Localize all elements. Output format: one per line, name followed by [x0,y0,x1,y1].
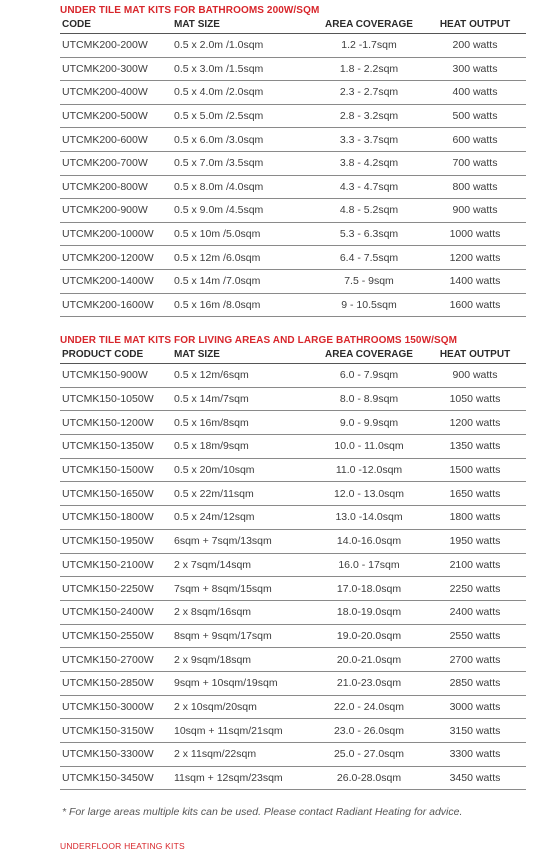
mat-size-cell: 2 x 8sqm/16sqm [172,600,314,624]
mat-size-cell: 0.5 x 14m /7.0sqm [172,269,314,293]
area-coverage-cell: 6.0 - 7.9sqm [314,364,424,388]
product-code-cell: UTCMK150-2100W [60,553,172,577]
table-row [60,529,526,553]
table-row [60,151,526,175]
table-row [60,553,526,577]
mat-size-cell: 0.5 x 2.0m /1.0sqm [172,34,314,58]
heat-output-cell: 1400 watts [424,269,526,293]
table-row [60,81,526,105]
living-area-kits-table [60,348,526,790]
footnote: * For large areas multiple kits can be used. Please contact Radiant Heating for advice. [62,806,463,818]
heat-output-cell: 3450 watts [424,766,526,790]
bathroom-kits-body [60,34,526,317]
mat-size-cell: 0.5 x 8.0m /4.0sqm [172,175,314,199]
area-coverage-cell: 1.2 -1.7sqm [314,34,424,58]
mat-size-cell: 0.5 x 4.0m /2.0sqm [172,81,314,105]
product-code-cell: UTCMK150-1500W [60,458,172,482]
heat-output-cell: 1200 watts [424,411,526,435]
mat-size-cell: 0.5 x 10m /5.0sqm [172,222,314,246]
product-code-cell: UTCMK150-2250W [60,577,172,601]
table-row [60,411,526,435]
page-footer-label: UNDERFLOOR HEATING KITS [60,841,185,851]
area-coverage-cell: 9 - 10.5sqm [314,293,424,317]
column-header-heat-output: HEAT OUTPUT [424,348,526,364]
product-code-cell: UTCMK200-900W [60,199,172,223]
mat-size-cell: 11sqm + 12sqm/23sqm [172,766,314,790]
area-coverage-cell: 23.0 - 26.0sqm [314,719,424,743]
mat-size-cell: 0.5 x 3.0m /1.5sqm [172,57,314,81]
mat-size-cell: 2 x 11sqm/22sqm [172,743,314,767]
heat-output-cell: 1500 watts [424,458,526,482]
mat-size-cell: 2 x 7sqm/14sqm [172,553,314,577]
product-code-cell: UTCMK150-900W [60,364,172,388]
product-code-cell: UTCMK200-300W [60,57,172,81]
table-row [60,695,526,719]
heat-output-cell: 1200 watts [424,246,526,270]
heat-output-cell: 1600 watts [424,293,526,317]
table-row [60,435,526,459]
area-coverage-cell: 18.0-19.0sqm [314,600,424,624]
product-code-cell: UTCMK200-600W [60,128,172,152]
table-row [60,199,526,223]
mat-size-cell: 0.5 x 9.0m /4.5sqm [172,199,314,223]
bathroom-kits-section [60,4,522,317]
bathroom-kits-title: UNDER TILE MAT KITS FOR BATHROOMS 200W/SQM [60,5,320,16]
product-code-cell: UTCMK150-3150W [60,719,172,743]
mat-size-cell: 0.5 x 12m /6.0sqm [172,246,314,270]
area-coverage-cell: 19.0-20.0sqm [314,624,424,648]
column-header-mat-size: MAT SIZE [172,18,314,34]
column-header-area-coverage: AREA COVERAGE [314,348,424,364]
mat-size-cell: 0.5 x 24m/12sqm [172,506,314,530]
product-code-cell: UTCMK150-2850W [60,671,172,695]
product-code-cell: UTCMK200-1000W [60,222,172,246]
area-coverage-cell: 14.0-16.0sqm [314,529,424,553]
product-code-cell: UTCMK150-1800W [60,506,172,530]
product-code-cell: UTCMK200-1200W [60,246,172,270]
area-coverage-cell: 16.0 - 17sqm [314,553,424,577]
mat-size-cell: 0.5 x 6.0m /3.0sqm [172,128,314,152]
product-code-cell: UTCMK150-1950W [60,529,172,553]
mat-size-cell: 0.5 x 14m/7sqm [172,387,314,411]
mat-size-cell: 0.5 x 22m/11sqm [172,482,314,506]
column-header-heat-output: HEAT OUTPUT [424,18,526,34]
product-code-cell: UTCMK150-3450W [60,766,172,790]
table-row [60,364,526,388]
mat-size-cell: 2 x 9sqm/18sqm [172,648,314,672]
product-code-cell: UTCMK150-2400W [60,600,172,624]
area-coverage-cell: 13.0 -14.0sqm [314,506,424,530]
product-code-cell: UTCMK200-200W [60,34,172,58]
heat-output-cell: 2550 watts [424,624,526,648]
mat-size-cell: 9sqm + 10sqm/19sqm [172,671,314,695]
mat-size-cell: 0.5 x 16m /8.0sqm [172,293,314,317]
table-row [60,387,526,411]
mat-size-cell: 0.5 x 12m/6sqm [172,364,314,388]
table-row [60,458,526,482]
area-coverage-cell: 26.0-28.0sqm [314,766,424,790]
heat-output-cell: 800 watts [424,175,526,199]
table-row [60,57,526,81]
area-coverage-cell: 4.3 - 4.7sqm [314,175,424,199]
heat-output-cell: 3150 watts [424,719,526,743]
bathroom-kits-table [60,18,526,317]
product-code-cell: UTCMK200-1400W [60,269,172,293]
heat-output-cell: 700 watts [424,151,526,175]
area-coverage-cell: 9.0 - 9.9sqm [314,411,424,435]
product-code-cell: UTCMK200-500W [60,104,172,128]
column-header-product-code: PRODUCT CODE [60,348,172,364]
heat-output-cell: 600 watts [424,128,526,152]
table-row [60,648,526,672]
product-code-cell: UTCMK150-2700W [60,648,172,672]
product-code-cell: UTCMK200-700W [60,151,172,175]
heat-output-cell: 400 watts [424,81,526,105]
living-area-kits-section [60,334,522,790]
heat-output-cell: 1950 watts [424,529,526,553]
area-coverage-cell: 11.0 -12.0sqm [314,458,424,482]
area-coverage-cell: 22.0 - 24.0sqm [314,695,424,719]
area-coverage-cell: 10.0 - 11.0sqm [314,435,424,459]
heat-output-cell: 3000 watts [424,695,526,719]
column-header-code: CODE [60,18,172,34]
heat-output-cell: 200 watts [424,34,526,58]
heat-output-cell: 2100 watts [424,553,526,577]
table-row [60,671,526,695]
product-code-cell: UTCMK150-1650W [60,482,172,506]
heat-output-cell: 900 watts [424,199,526,223]
heat-output-cell: 1650 watts [424,482,526,506]
heat-output-cell: 2250 watts [424,577,526,601]
table-row [60,222,526,246]
table-row [60,175,526,199]
area-coverage-cell: 17.0-18.0sqm [314,577,424,601]
living-area-kits-body [60,364,526,790]
product-code-cell: UTCMK150-3000W [60,695,172,719]
table-row [60,743,526,767]
table-header-row [60,348,526,364]
table-row [60,624,526,648]
table-row [60,600,526,624]
table-row [60,719,526,743]
product-code-cell: UTCMK200-1600W [60,293,172,317]
area-coverage-cell: 2.3 - 2.7sqm [314,81,424,105]
area-coverage-cell: 8.0 - 8.9sqm [314,387,424,411]
mat-size-cell: 0.5 x 20m/10sqm [172,458,314,482]
area-coverage-cell: 25.0 - 27.0sqm [314,743,424,767]
area-coverage-cell: 5.3 - 6.3sqm [314,222,424,246]
area-coverage-cell: 20.0-21.0sqm [314,648,424,672]
area-coverage-cell: 2.8 - 3.2sqm [314,104,424,128]
table-row [60,104,526,128]
living-area-kits-title: UNDER TILE MAT KITS FOR LIVING AREAS AND LARGE BATHROOMS 150W/SQM [60,335,458,346]
area-coverage-cell: 1.8 - 2.2sqm [314,57,424,81]
area-coverage-cell: 4.8 - 5.2sqm [314,199,424,223]
table-row [60,269,526,293]
mat-size-cell: 0.5 x 16m/8sqm [172,411,314,435]
area-coverage-cell: 3.3 - 3.7sqm [314,128,424,152]
heat-output-cell: 500 watts [424,104,526,128]
product-code-cell: UTCMK150-1350W [60,435,172,459]
area-coverage-cell: 21.0-23.0sqm [314,671,424,695]
heat-output-cell: 1350 watts [424,435,526,459]
heat-output-cell: 300 watts [424,57,526,81]
mat-size-cell: 6sqm + 7sqm/13sqm [172,529,314,553]
product-code-cell: UTCMK150-1050W [60,387,172,411]
table-row [60,293,526,317]
heat-output-cell: 2850 watts [424,671,526,695]
table-row [60,506,526,530]
mat-size-cell: 10sqm + 11sqm/21sqm [172,719,314,743]
area-coverage-cell: 3.8 - 4.2sqm [314,151,424,175]
heat-output-cell: 2400 watts [424,600,526,624]
product-code-cell: UTCMK200-800W [60,175,172,199]
area-coverage-cell: 6.4 - 7.5sqm [314,246,424,270]
heat-output-cell: 3300 watts [424,743,526,767]
heat-output-cell: 1050 watts [424,387,526,411]
heat-output-cell: 1800 watts [424,506,526,530]
table-row [60,577,526,601]
table-header-row [60,18,526,34]
mat-size-cell: 8sqm + 9sqm/17sqm [172,624,314,648]
table-row [60,128,526,152]
column-header-mat-size: MAT SIZE [172,348,314,364]
mat-size-cell: 7sqm + 8sqm/15sqm [172,577,314,601]
product-code-cell: UTCMK200-400W [60,81,172,105]
product-code-cell: UTCMK150-3300W [60,743,172,767]
table-row [60,766,526,790]
mat-size-cell: 2 x 10sqm/20sqm [172,695,314,719]
mat-size-cell: 0.5 x 18m/9sqm [172,435,314,459]
area-coverage-cell: 12.0 - 13.0sqm [314,482,424,506]
table-row [60,246,526,270]
mat-size-cell: 0.5 x 7.0m /3.5sqm [172,151,314,175]
table-row [60,34,526,58]
heat-output-cell: 900 watts [424,364,526,388]
mat-size-cell: 0.5 x 5.0m /2.5sqm [172,104,314,128]
product-code-cell: UTCMK150-2550W [60,624,172,648]
area-coverage-cell: 7.5 - 9sqm [314,269,424,293]
heat-output-cell: 1000 watts [424,222,526,246]
column-header-area-coverage: AREA COVERAGE [314,18,424,34]
heat-output-cell: 2700 watts [424,648,526,672]
product-code-cell: UTCMK150-1200W [60,411,172,435]
table-row [60,482,526,506]
